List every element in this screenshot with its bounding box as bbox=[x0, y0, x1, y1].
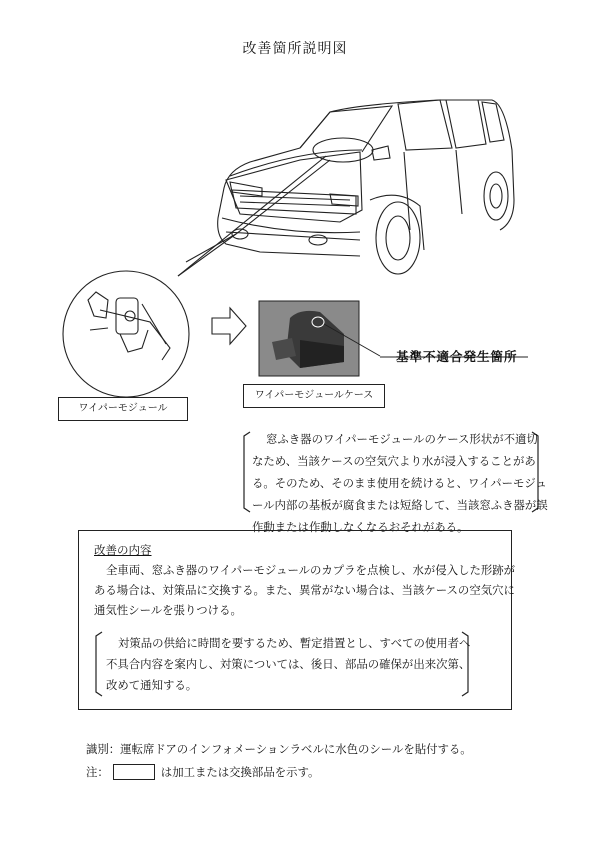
improvement-line: ある場合は、対策品に交換する。また、異常がない場合は、当該ケースの空気穴に bbox=[94, 583, 515, 597]
supply-line: 改めて通知する。 bbox=[106, 678, 198, 692]
suv-drawing bbox=[178, 100, 514, 276]
improvement-heading: 改善の内容 bbox=[94, 543, 152, 557]
supply-line: 不具合内容を案内し、対策については、後日、部品の確保が出来次第、 bbox=[106, 657, 471, 671]
legend-swatch bbox=[113, 764, 155, 780]
identification-note: 識別：運転席ドアのインフォメーションラベルに水色のシールを貼付する。 bbox=[86, 742, 472, 756]
improvement-line: 全車両、窓ふき器のワイパーモジュールのカプラを点検し、水が侵入した形跡が bbox=[106, 563, 516, 577]
symptom-line: なため、当該ケースの空気穴より水が浸入することがあ bbox=[252, 454, 536, 468]
module-zoom-circle bbox=[63, 271, 189, 397]
legend-suffix: は加工または交換部品を示す。 bbox=[160, 765, 320, 779]
symptom-line: 作動または作動しなくなるおそれがある。 bbox=[252, 520, 469, 534]
defect-location-label: 基準不適合発生箇所 bbox=[396, 349, 518, 364]
symptom-line: ール内部の基板が腐食または短絡して、当該窓ふき器が誤 bbox=[252, 498, 548, 512]
improvement-body bbox=[94, 560, 516, 620]
supply-note bbox=[106, 633, 471, 696]
page-title: 改善箇所説明図 bbox=[242, 41, 348, 57]
module-caption: ワイパーモジュール bbox=[58, 397, 188, 421]
supply-line: 対策品の供給に時間を要するため、暫定措置とし、すべての使用者へ bbox=[118, 636, 471, 650]
improvement-line: 通気性シールを張りつける。 bbox=[94, 603, 242, 617]
legend-note bbox=[86, 764, 319, 780]
module-case-photo bbox=[259, 301, 380, 376]
symptom-description bbox=[252, 428, 548, 538]
legend-prefix: 注： bbox=[86, 765, 109, 779]
symptom-line: 窓ふき器のワイパーモジュールのケース形状が不適切 bbox=[266, 432, 538, 446]
symptom-line: る。そのため、そのまま使用を続けると、ワイパーモジュ bbox=[252, 476, 547, 490]
case-caption: ワイパーモジュールケース bbox=[243, 384, 385, 408]
right-arrow bbox=[212, 308, 246, 344]
